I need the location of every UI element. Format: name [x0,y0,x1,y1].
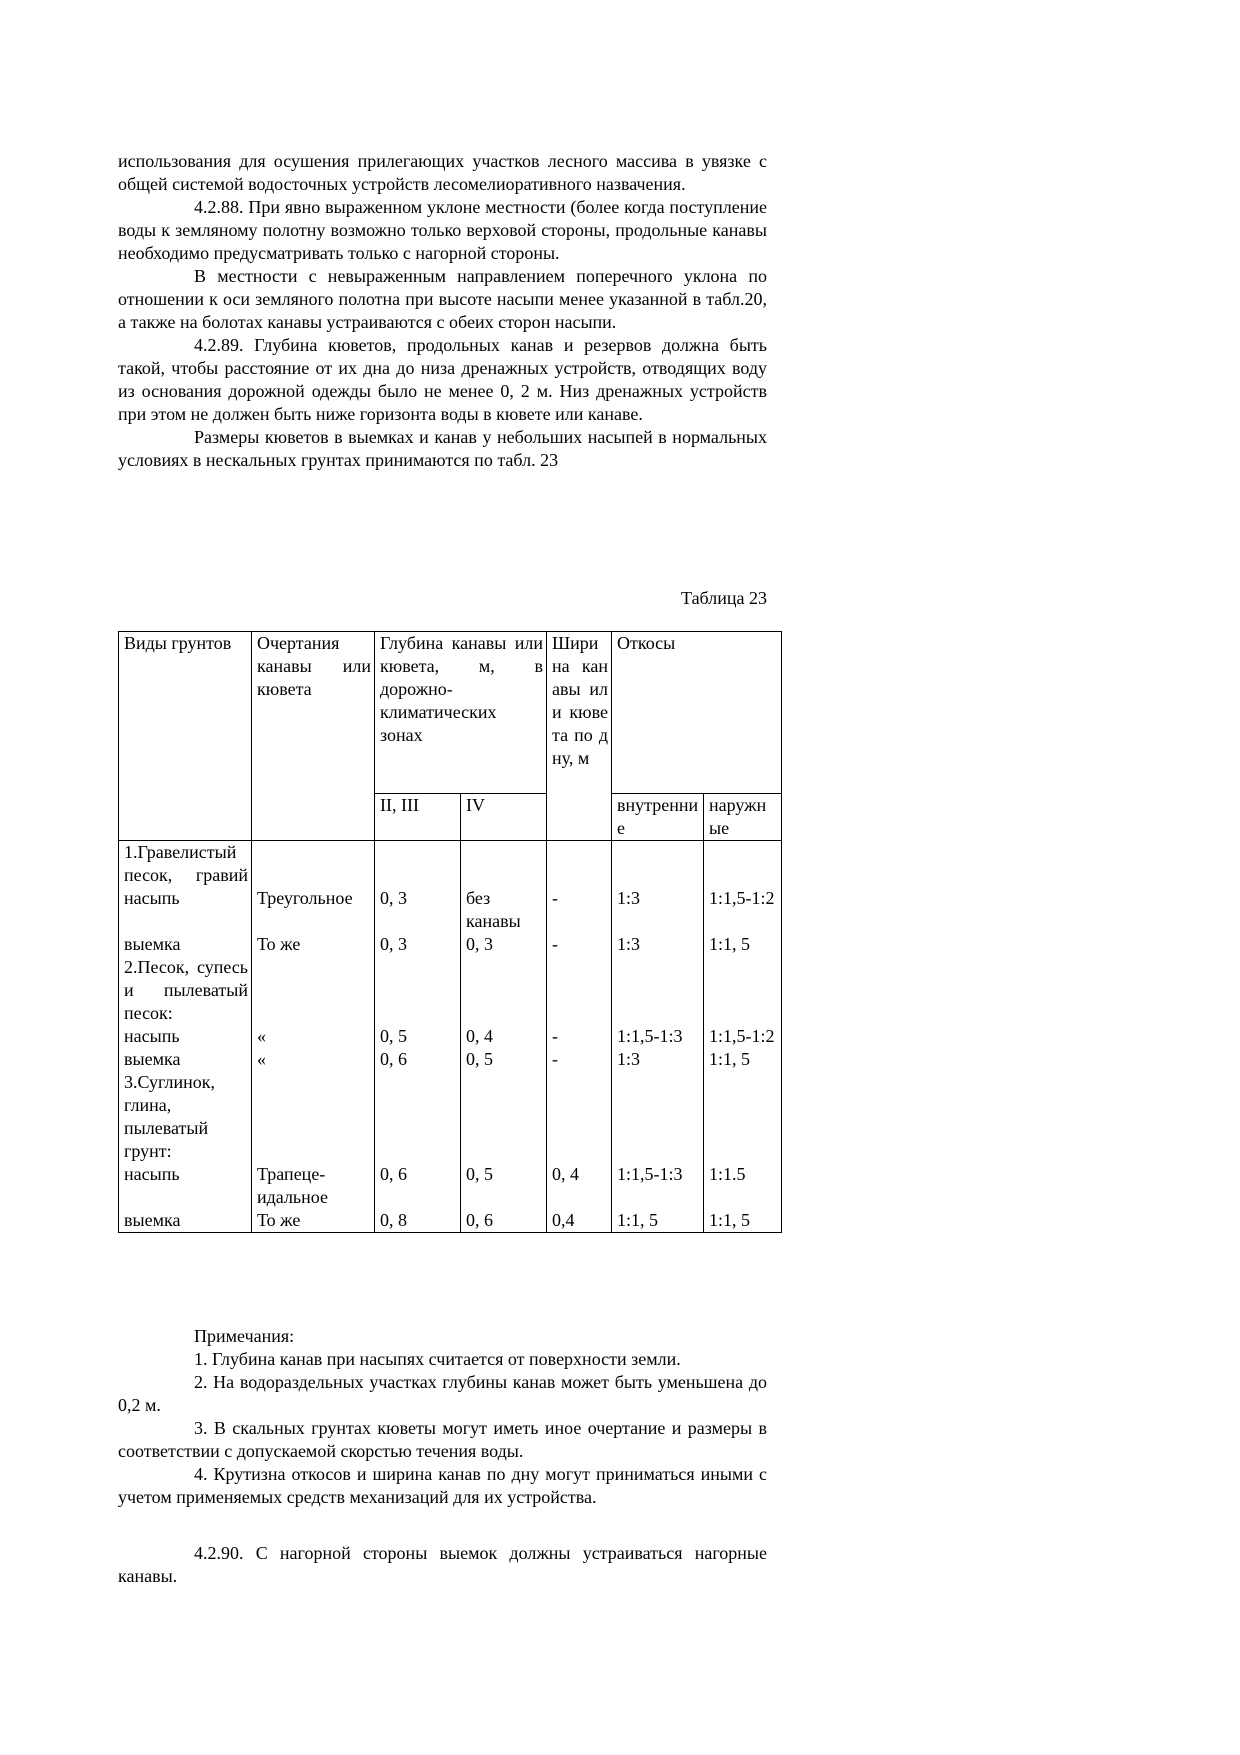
cell-width: - [547,887,612,933]
cell-inner-slope: 1:1,5-1:3 [612,1025,704,1048]
cell-width: - [547,1025,612,1048]
cell-type: выемка [119,933,252,956]
cell-width: 0, 4 [547,1163,612,1209]
cell-outer-slope: 1:1, 5 [704,933,782,956]
cell-shape: То же [252,1209,375,1233]
cell-shape: То же [252,933,375,956]
cell-inner-slope: 1:3 [612,933,704,956]
cell-inner-slope: 1:1, 5 [612,1209,704,1233]
paragraph: 4.2.90. С нагорной стороны выемок должны устраиваться нагорные канавы. [118,1543,767,1586]
drainage-ditch-table [118,631,782,1233]
cell-depth-4: 0, 5 [461,1048,547,1071]
cell-depth-2-3: 0, 3 [375,887,461,933]
table-row [119,1163,782,1209]
cell-depth-4: 0, 4 [461,1025,547,1048]
cell-inner-slope: 1:3 [612,1048,704,1071]
note-item: 1. Глубина канав при насыпях считается от поверхности земли. [194,1349,681,1369]
paragraph: использования для осушения прилегающих участков лесного массива в увязке с общей системой водосточных устройств лесомелиоративного назвачения. [118,151,767,194]
cell-depth-2-3: 0, 3 [375,933,461,956]
cell-width: - [547,933,612,956]
table-caption: Таблица 23 [681,588,767,608]
table-row [119,1048,782,1071]
paragraph: 4.2.89. Глубина кюветов, продольных канав и резервов должна быть такой, чтобы расстояние от их дна до низа дренажных устройств, отводящих воду из основания дорожной одежды было не менее 0, 2 м. Низ дренажных устройств при этом не должен быть ниже горизонта воды в кювете или канаве. [118,335,767,424]
note-item: 4. Крутизна откосов и ширина канав по дну могут приниматься иными с учетом применяемых средств механизаций для их устройства. [118,1464,767,1507]
paragraph: 4.2.88. При явно выраженном уклоне местности (более когда поступление воды к земляному полотну возможно только верховой стороны, продольные канавы необходимо предусматривать только с нагорной стороны. [118,197,767,263]
header-inner-slope: внутренние [612,794,704,841]
cell-inner-slope: 1:1,5-1:3 [612,1163,704,1209]
cell-type: насыпь [119,1025,252,1048]
cell-depth-4: 0, 3 [461,933,547,956]
cell-depth-2-3: 0, 5 [375,1025,461,1048]
note-item: 3. В скальных грунтах кюветы могут иметь иное очертание и размеры в соответствии с допускаемой скорстью течения воды. [118,1418,767,1461]
cell-outer-slope: 1:1, 5 [704,1048,782,1071]
header-slopes: Откосы [612,632,782,794]
table-group-row [119,1071,782,1163]
cell-shape: « [252,1048,375,1071]
cell-width: 0,4 [547,1209,612,1233]
intro-text [118,150,767,472]
cell-shape: Трапеце-идальное [252,1163,375,1209]
note-item: 2. На водораздельных участках глубины канав может быть уменьшена до 0,2 м. [118,1372,767,1415]
table-row [119,1209,782,1233]
cell-outer-slope: 1:1,5-1:2 [704,1025,782,1048]
header-bottom-width: Ширина канавы или кювета по дну, м [547,632,612,841]
cell-depth-4: 0, 6 [461,1209,547,1233]
header-outer-slope: наружные [704,794,782,841]
cell-shape: « [252,1025,375,1048]
cell-depth-2-3: 0, 8 [375,1209,461,1233]
cell-type: насыпь [119,1163,252,1209]
header-soil-type: Виды грунтов [119,632,252,841]
table-row [119,1025,782,1048]
cell-outer-slope: 1:1,5-1:2 [704,887,782,933]
cell-depth-4: 0, 5 [461,1163,547,1209]
cell-outer-slope: 1:1, 5 [704,1209,782,1233]
cell-depth-4: без канавы [461,887,547,933]
cell-type: выемка [119,1209,252,1233]
cell-depth-2-3: 0, 6 [375,1048,461,1071]
paragraph: Размеры кюветов в выемках и канав у небольших насыпей в нормальных условиях в нескальных грунтах принимаются по табл. 23 [118,427,767,470]
final-section [118,1542,767,1588]
cell-shape: Треугольное [252,887,375,933]
group-title: 2.Песок, супесь и пылеватый песок: [119,956,252,1025]
cell-type: выемка [119,1048,252,1071]
header-zone-4: IV [461,794,547,841]
cell-outer-slope: 1:1.5 [704,1163,782,1209]
cell-type: насыпь [119,887,252,933]
header-zone-2-3: II, III [375,794,461,841]
paragraph: В местности с невыраженным направлением поперечного уклона по отношении к оси земляного полотна при высоте насыпи менее указанной в табл.20, а также на болотах канавы устраиваются с обеих сторон насыпи. [118,266,767,332]
cell-width: - [547,1048,612,1071]
group-title: 1.Гравелистый песок, гравий [119,841,252,888]
table-group-row [119,841,782,888]
table-row [119,887,782,933]
header-depth: Глубина канавы или кювета, м, в дорожно-климатических зонах [375,632,547,794]
table-notes [118,1325,767,1509]
group-title: 3.Суглинок, глина, пылеватый грунт: [119,1071,252,1163]
cell-depth-2-3: 0, 6 [375,1163,461,1209]
header-ditch-shape: Очертания канавы или кювета [252,632,375,841]
cell-inner-slope: 1:3 [612,887,704,933]
notes-heading: Примечания: [194,1326,295,1346]
table-group-row [119,956,782,1025]
table-row [119,933,782,956]
